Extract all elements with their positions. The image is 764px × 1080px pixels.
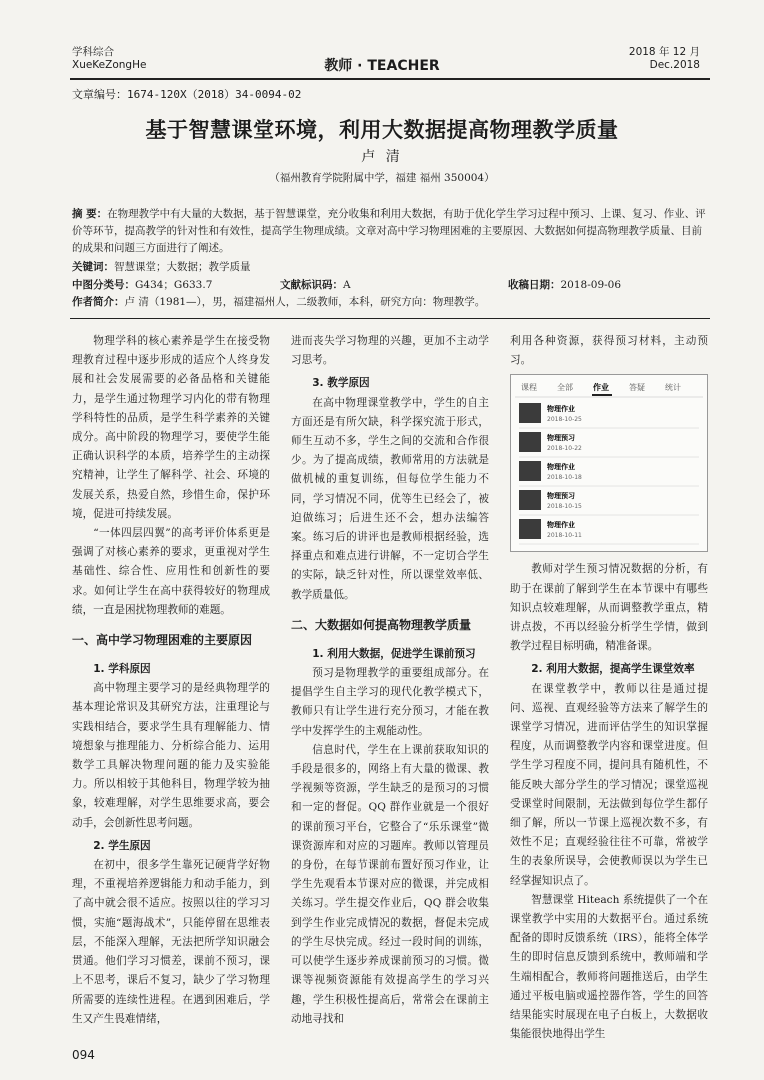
section-heading: 一、高中学习物理困难的主要原因 (72, 633, 253, 648)
doc-code-label: 文献标识码： (280, 279, 343, 291)
subsection-heading: 1. 学科原因 (93, 663, 151, 676)
meta-rule (70, 318, 710, 319)
homework-thumbnail (519, 461, 541, 481)
homework-thumbnail (519, 403, 541, 423)
qq-homework-screenshot (510, 374, 708, 552)
tab-3: 答疑 (629, 383, 645, 393)
paragraph: 预习是物理教学的重要组成部分。在提倡学生自主学习的现代化教学模式下，教师只有让学生进行充分预习，才能在教学中发挥学生的主观能动性。 (291, 667, 489, 737)
paragraph: 在初中，很多学生靠死记硬背学好物理，不重视培养逻辑能力和动手能力，到了高中就会很不适应。按照以往的学习习惯，实施“题海战术”，只能停留在思维表层，不能深入理解，无法把所学知识融会贯通。他们学习习惯差，课前不预习，课上不思考，课后不复习，缺少了学习物理所需要的连续性进程。在遇到困难后，学生又产生畏难情绪， (72, 859, 270, 1025)
tab-0: 课程 (521, 383, 537, 393)
bio-label: 作者简介： (72, 296, 125, 308)
clc-label: 中图分类号： (72, 279, 135, 291)
homework-date: 2018-10-11 (547, 532, 582, 540)
paragraph: 利用各种资源，获得预习材料，主动预习。 (510, 335, 708, 367)
abstract (72, 206, 710, 257)
paragraph: 教师对学生预习情况数据的分析，有助于在课前了解到学生在本节课中有哪些知识点较难理解，从而调整教学重点，精讲点拨，不再以经验分析学生学情，做到教学过程目标明确，精准备课。 (510, 563, 708, 653)
paragraph: 进而丧失学习物理的兴趣，更加不主动学习思考。 (291, 335, 489, 367)
paragraph: 物理学科的核心素养是学生在接受物理教育过程中逐步形成的适应个人终身发展和社会发展需要的必备品格和关键能力，是学生通过物理学习内化的带有物理学科特性的品质，是学生科学素养的关键成分。高中阶段的物理学习，要使学生能正确认识科学的本质，培养学生的主动探究精神，让学生了解科学、社会、环境的发展关系，热爱自然，珍惜生命，保护环境，促进可持续发展。 (72, 335, 270, 520)
paragraph: 智慧课堂 Hiteach 系统提供了一个在课堂教学中实用的大数据平台。通过系统配备的即时反馈系统（IRS），能将全体学生的即时信息反馈到系统中，教师端和学生端相配合，教师将问题推送后，由学生通过平板电脑或遥控器作答，学生的回答结果能实时展现在电子白板上，大数据收集能很快地得出学生 (510, 893, 708, 1041)
keywords (72, 259, 710, 276)
article-number: 文章编号：1674-120X（2018）34-0094-02 (72, 88, 302, 101)
author-name: 卢 清 (361, 149, 403, 165)
received-field (508, 277, 621, 292)
subsection-heading: 1. 利用大数据，促进学生课前预习 (312, 647, 476, 660)
running-header-date (629, 46, 700, 72)
tab-1: 全部 (557, 383, 573, 393)
clc-field (72, 277, 212, 292)
bio-text: 卢 清（1981—），男，福建福州人，二级教师，本科，研究方向：物理教学。 (124, 296, 486, 308)
paragraph: 在课堂教学中，教师以往是通过提问、巡视、直观经验等方法来了解学生的课堂学习情况，进而评估学生的知识掌握程度，从而调整教学内容和课堂进度。但学生学习程度不同，提问具有随机性，不能反映大部分学生的学习情况；课堂巡视受课堂时间限制，无法做到每位学生都仔细了解，所以一节课上巡视次数不多，有效性不足；直观经验往往不可靠，常被学生的表象所误导，会使教师误以为学生已经掌握知识点了。 (510, 682, 708, 887)
active-tab-indicator (592, 394, 612, 396)
category-label: 学科综合 (72, 46, 114, 58)
homework-title: 物理作业 (547, 405, 575, 414)
homework-title: 物理作业 (547, 521, 575, 530)
received-value: 2018-09-06 (560, 279, 622, 291)
abstract-text: 在物理教学中有大量的大数据，基于智慧课堂，充分收集和利用大数据，有助于优化学生学习过程中预习、上课、复习、作业、评价等环节，提高教学的针对性和有效性，提高学生物理成绩。文章对高中学习物理困难的主要原因、大数据如何提高物理教学质量、目前的成果和问题三方面进行了阐述。 (72, 208, 706, 254)
article-title: 基于智慧课堂环境，利用大数据提高物理教学质量 (145, 118, 619, 142)
doc-code-field (280, 277, 351, 292)
app-screenshot-figure (511, 375, 707, 551)
author-affiliation: （福州教育学院附属中学，福建 福州 350004） (269, 172, 495, 184)
homework-title: 物理预习 (547, 434, 575, 443)
homework-title: 物理作业 (547, 463, 575, 472)
received-label: 收稿日期： (508, 279, 561, 291)
page-number: 094 (72, 1048, 95, 1062)
homework-thumbnail (519, 490, 541, 510)
clc-value: G434；G633.7 (135, 279, 213, 291)
author-bio (72, 294, 710, 311)
category-pinyin: XueKeZongHe (72, 59, 147, 71)
subsection-heading: 2. 利用大数据，提高学生课堂效率 (531, 663, 695, 676)
paragraph: 在高中物理课堂教学中，学生的自主方面还是有所欠缺，科学探究流于形式，师生互动不多，学生之间的交流和合作很少。为了提高成绩，教师常用的方法就是做机械的重复训练，但每位学生能力不同，学习情况不同，优等生已经会了，被迫做练习；后进生还不会，想办法编答案。练习后的讲评也是教师根据经验，选择重点和难点进行讲解，不一定切合学生的实际，缺乏针对性，所以课堂效率低、教学质量低。 (291, 396, 489, 601)
keywords-text: 智慧课堂；大数据；教学质量 (114, 261, 251, 273)
issue-date-en: Dec.2018 (649, 59, 700, 71)
body-column-3 (510, 332, 708, 1044)
homework-title: 物理预习 (547, 492, 575, 501)
paragraph: 信息时代，学生在上课前获取知识的手段是很多的，网络上有大量的微课、教学视频等资源，学生缺乏的是预习的习惯和一定的督促。QQ 群作业就是一个很好的课前预习平台，它整合了“乐乐课堂”微课资源库和对应的习题库。教师以管理员的身份，在每节课前布置好预习作业，让学生先观看本节课对应的微课，并完成相关练习。学生提交作业后，QQ 群会收集到学生作业完成情况的数据，督促未完成的学生尽快完成。经过一段时间的训练，可以使学生逐步养成课前预习的习惯。微课等视频资源能有效提高学生的学习兴趣，学生积极性提高后，常常会在课前主动地寻找和 (291, 743, 489, 1025)
issue-date-cn: 2018 年 12 月 (628, 46, 700, 58)
journal-name: 教师 · TEACHER (324, 58, 440, 74)
homework-date: 2018-10-18 (547, 474, 582, 482)
doc-code-value: A (343, 279, 351, 291)
subsection-heading: 2. 学生原因 (93, 839, 151, 852)
paragraph: 高中物理主要学习的是经典物理学的基本理论常识及其研究方法，注重理论与实践相结合，要求学生具有理解能力、情境想象与推理能力、分析综合能力、运用数学工具解决物理问题的能力及实验能力。所以相较于其他科目，物理学较为抽象，较难理解，对学生思维要求高，要会动手，会创新性思考问题。 (72, 682, 270, 829)
tab-2: 作业 (593, 383, 609, 393)
subsection-heading: 3. 教学原因 (312, 377, 370, 390)
body-column-1 (72, 332, 270, 1029)
homework-thumbnail (519, 519, 541, 539)
homework-date: 2018-10-15 (547, 503, 582, 511)
keywords-label: 关键词： (72, 261, 114, 273)
homework-date: 2018-10-22 (547, 445, 582, 453)
abstract-label: 摘 要： (72, 208, 108, 220)
tab-4: 统计 (665, 383, 681, 393)
header-rule (70, 78, 710, 80)
body-column-2 (291, 332, 489, 1029)
paragraph: “一体四层四翼”的高考评价体系更是强调了对核心素养的要求，更重视对学生基础性、综合性、应用性和创新性的要求。如何让学生在高中获得较好的物理成绩，一直是困扰物理教师的难题。 (72, 527, 270, 616)
homework-thumbnail (519, 432, 541, 452)
classification-row (72, 277, 710, 293)
section-heading: 二、大数据如何提高物理教学质量 (291, 617, 472, 632)
homework-date: 2018-10-25 (547, 416, 582, 424)
